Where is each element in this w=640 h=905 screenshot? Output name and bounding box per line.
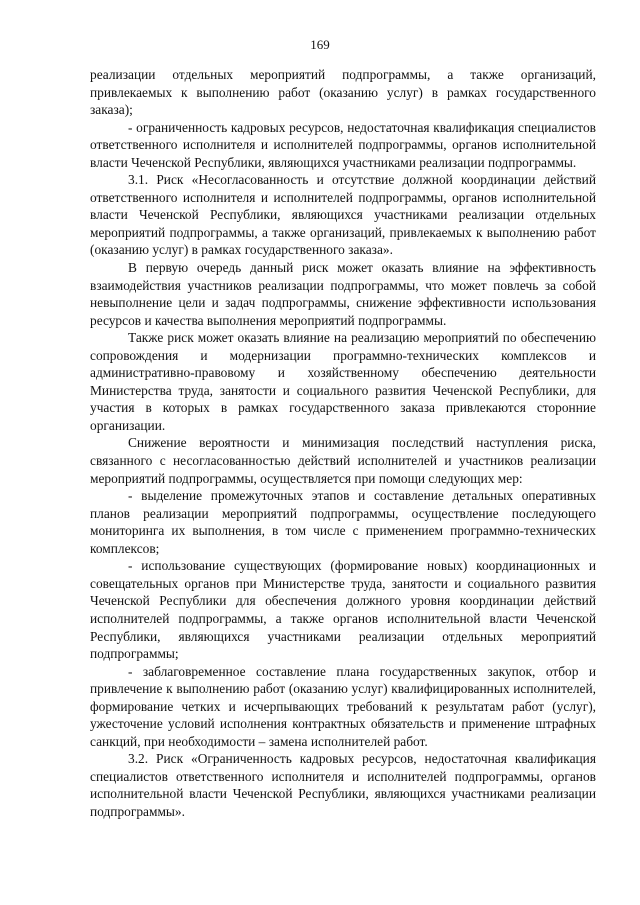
paragraph-risk-3-1: 3.1. Риск «Несогласованность и отсутствие должной координации действий ответственного исполнителя и исполнителей подпрограммы, органов исполнительной власти Чеченской Республики, являющихся участниками реализации отдельных мероприятий подпрограммы, а также организаций, привлекаемых к выполнению работ (оказанию услуг) в рамках государственного заказа». <box>90 172 596 258</box>
page-number: 169 <box>310 37 330 52</box>
paragraph-risk-3-2: 3.2. Риск «Ограниченность кадровых ресурсов, недостаточная квалификация специалистов ответственного исполнителя и исполнителей подпрограммы, органов исполнительной власти Чеченской Республики, являющихся участниками реализации подпрограммы». <box>90 751 596 819</box>
paragraph-also-impact: Также риск может оказать влияние на реализацию мероприятий по обеспечению сопровождения и модернизации программно-технических комплексов и административно-правовому и хозяйственному обеспечению деятельности Министерства труда, занятости и социального развития Чеченской Республики, для участия в которых в рамках государственного заказа привлекаются сторонние организации. <box>90 330 596 433</box>
paragraph-continuation: реализации отдельных мероприятий подпрограммы, а также организаций, привлекаемых к выполнению работ (оказанию услуг) в рамках государственного заказа); <box>90 67 596 118</box>
paragraph-first-impact: В первую очередь данный риск может оказать влияние на эффективность взаимодействия участников реализации подпрограммы, что может повлечь за собой невыполнение цели и задач подпрограммы, снижение эффективности использования ресурсов и качества выполнения мероприятий подпрограммы. <box>90 260 596 328</box>
paragraph-bullet-staff-limits: - ограниченность кадровых ресурсов, недостаточная квалификация специалистов ответственного исполнителя и исполнителей подпрограммы, органов исполнительной власти Чеченской Республики, являющихся участниками реализации подпрограммы. <box>90 119 596 170</box>
paragraph-bullet-stages: - выделение промежуточных этапов и составление детальных оперативных планов реализации мероприятий подпрограммы, осуществление последующего мониторинга их выполнения, в том числе с применением программно-технических комплексов; <box>90 488 596 556</box>
paragraph-bullet-coordination: - использование существующих (формирование новых) координационных и совещательных органов при Министерстве труда, занятости и социального развития Чеченской Республики для обеспечения должного уровня координации действий исполнителей подпрограммы, а также органов исполнительной власти Чеченской Республики, являющихся участниками реализации отдельных мероприятий подпрограммы; <box>90 558 596 662</box>
paragraph-mitigation-intro: Снижение вероятности и минимизация последствий наступления риска, связанного с несогласованностью действий исполнителей и участников реализации мероприятий подпрограммы, осуществляется при помощи следующих мер: <box>90 435 596 486</box>
paragraph-bullet-procurement: - заблаговременное составление плана государственных закупок, отбор и привлечение к выполнению работ (оказанию услуг) квалифицированных исполнителей, формирование четких и исчерпывающих требований к результатам работ (услуг), ужесточение условий исполнения контрактных обязательств и применение штрафных санкций, при необходимости – замена исполнителей работ. <box>90 663 596 749</box>
document-body <box>90 66 596 821</box>
